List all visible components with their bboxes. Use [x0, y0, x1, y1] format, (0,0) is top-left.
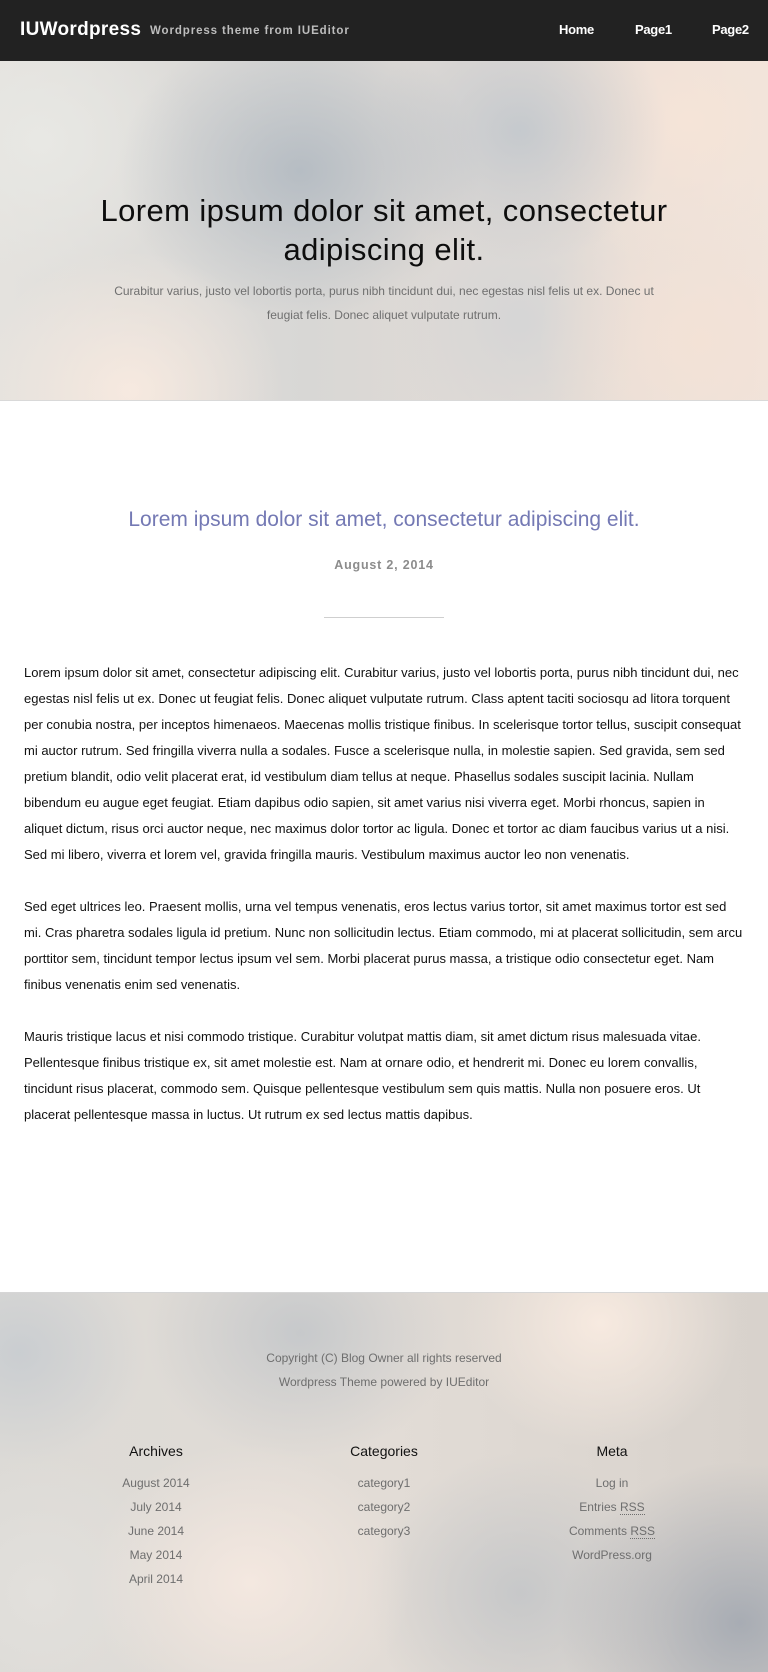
- archive-link[interactable]: May 2014: [129, 1548, 183, 1562]
- post-paragraph: Lorem ipsum dolor sit amet, consectetur adipiscing elit. Curabitur varius, justo vel lobortis porta, purus nibh tincidunt dui, nec egestas nisl felis ut ex. Donec ut feugiat felis. Donec aliquet vulputate rutrum. Class aptent taciti sociosqu ad litora torquent per conubia nostra, per inceptos himenaeos. Maecenas mollis tristique finibus. In scelerisque tortor tellus, suscipit consequat mi auctor rutrum. Sed fringilla viverra nulla a sodales. Fusce a scelerisque nulla, in molestie sapien. Sed gravida, sem sed pretium blandit, odio velit placerat erat, id vestibulum diam tellus at neque. Phasellus sodales suscipit lacinia. Nullam bibendum eu augue eget feugiat. Etiam dapibus odio sapien, sit amet varius nisi viverra eget. Morbi rhoncus, sapien in aliquet dictum, risus orci auctor neque, nec maximus dolor tortor ac ligula. Donec et tortor ac diam faucibus varius ut a nisi. Sed mi libero, viverra et lorem vel, gravida fringilla mauris. Vestibulum maximus auctor leo non venenatis.: [24, 665, 741, 862]
- site-brand-link[interactable]: IUWordpress: [20, 19, 142, 40]
- rss-abbr: RSS: [630, 1524, 656, 1538]
- comments-label: Comments: [568, 1524, 627, 1538]
- post-divider: [324, 617, 444, 618]
- archives-title: Archives: [129, 1443, 183, 1459]
- hero-title: Lorem ipsum dolor sit amet, consectetur adipiscing elit.: [100, 193, 668, 267]
- category-link[interactable]: category1: [357, 1476, 411, 1490]
- category-link[interactable]: category3: [357, 1524, 411, 1538]
- categories-widget: [284, 1443, 484, 1543]
- login-link[interactable]: Log in: [595, 1476, 629, 1490]
- site-footer: [0, 1292, 768, 1672]
- rss-abbr: RSS: [620, 1500, 645, 1514]
- meta-title: Meta: [596, 1443, 628, 1459]
- category-link[interactable]: category2: [357, 1500, 411, 1514]
- post-paragraph: Mauris tristique lacus et nisi commodo tristique. Curabitur volutpat mattis diam, sit amet dictum risus malesuada vitae. Pellentesque finibus tristique ex, sit amet molestie est. Nam at ornare odio, et hendrerit mi. Donec eu lorem convallis, tincidunt risus placerat, commodo sem. Quisque pellentesque vestibulum sem quis mattis. Nulla non posuere eros. Ut placerat pellentesque massa in luctus. Ut rutrum ex sed lectus mattis dapibus.: [24, 1029, 701, 1122]
- footer-copyright: Copyright (C) Blog Owner all rights reserved: [266, 1351, 502, 1365]
- hero-banner: [0, 61, 768, 401]
- post-content: [24, 660, 744, 1154]
- archive-link[interactable]: July 2014: [130, 1500, 182, 1514]
- post-title-link[interactable]: Lorem ipsum dolor sit amet, consectetur adipiscing elit.: [128, 508, 640, 531]
- nav-page1-link[interactable]: Page1: [635, 22, 672, 37]
- post-date: August 2, 2014: [334, 558, 434, 572]
- wordpress-org-link[interactable]: WordPress.org: [572, 1548, 652, 1562]
- archive-link[interactable]: June 2014: [127, 1524, 185, 1538]
- site-tagline: Wordpress theme from IUEditor: [150, 25, 350, 37]
- meta-widget: [512, 1443, 712, 1567]
- archive-link[interactable]: August 2014: [122, 1476, 190, 1490]
- post-paragraph: Sed eget ultrices leo. Praesent mollis, urna vel tempus venenatis, eros lectus varius tortor, sit amet maximus tortor est sed mi. Cras pharetra sodales ligula id pretium. Nunc non sollicitudin lectus. Etiam commodo, mi at placerat sollicitudin, sem arcu porttitor sem, tincidunt tempor lectus ipsum vel sem. Morbi placerat purus massa, a tristique odio consectetur eget. Nam finibus venenatis enim sed venenatis.: [24, 899, 743, 992]
- entries-rss-link[interactable]: [579, 1500, 644, 1515]
- nav-page2-link[interactable]: Page2: [712, 22, 749, 37]
- comments-rss-link[interactable]: [569, 1524, 655, 1539]
- footer-powered-by: Wordpress Theme powered by IUEditor: [278, 1375, 490, 1389]
- archive-link[interactable]: April 2014: [128, 1572, 184, 1586]
- hero-subtitle: Curabitur varius, justo vel lobortis porta, purus nibh tincidunt dui, nec egestas nisl felis ut ex. Donec ut feugiat felis. Donec aliquet vulputate rutrum.: [114, 284, 654, 322]
- top-navbar: [0, 0, 768, 61]
- archives-widget: [56, 1443, 256, 1591]
- entries-label: Entries: [579, 1500, 617, 1514]
- categories-title: Categories: [350, 1443, 418, 1459]
- nav-home-link[interactable]: Home: [559, 22, 594, 37]
